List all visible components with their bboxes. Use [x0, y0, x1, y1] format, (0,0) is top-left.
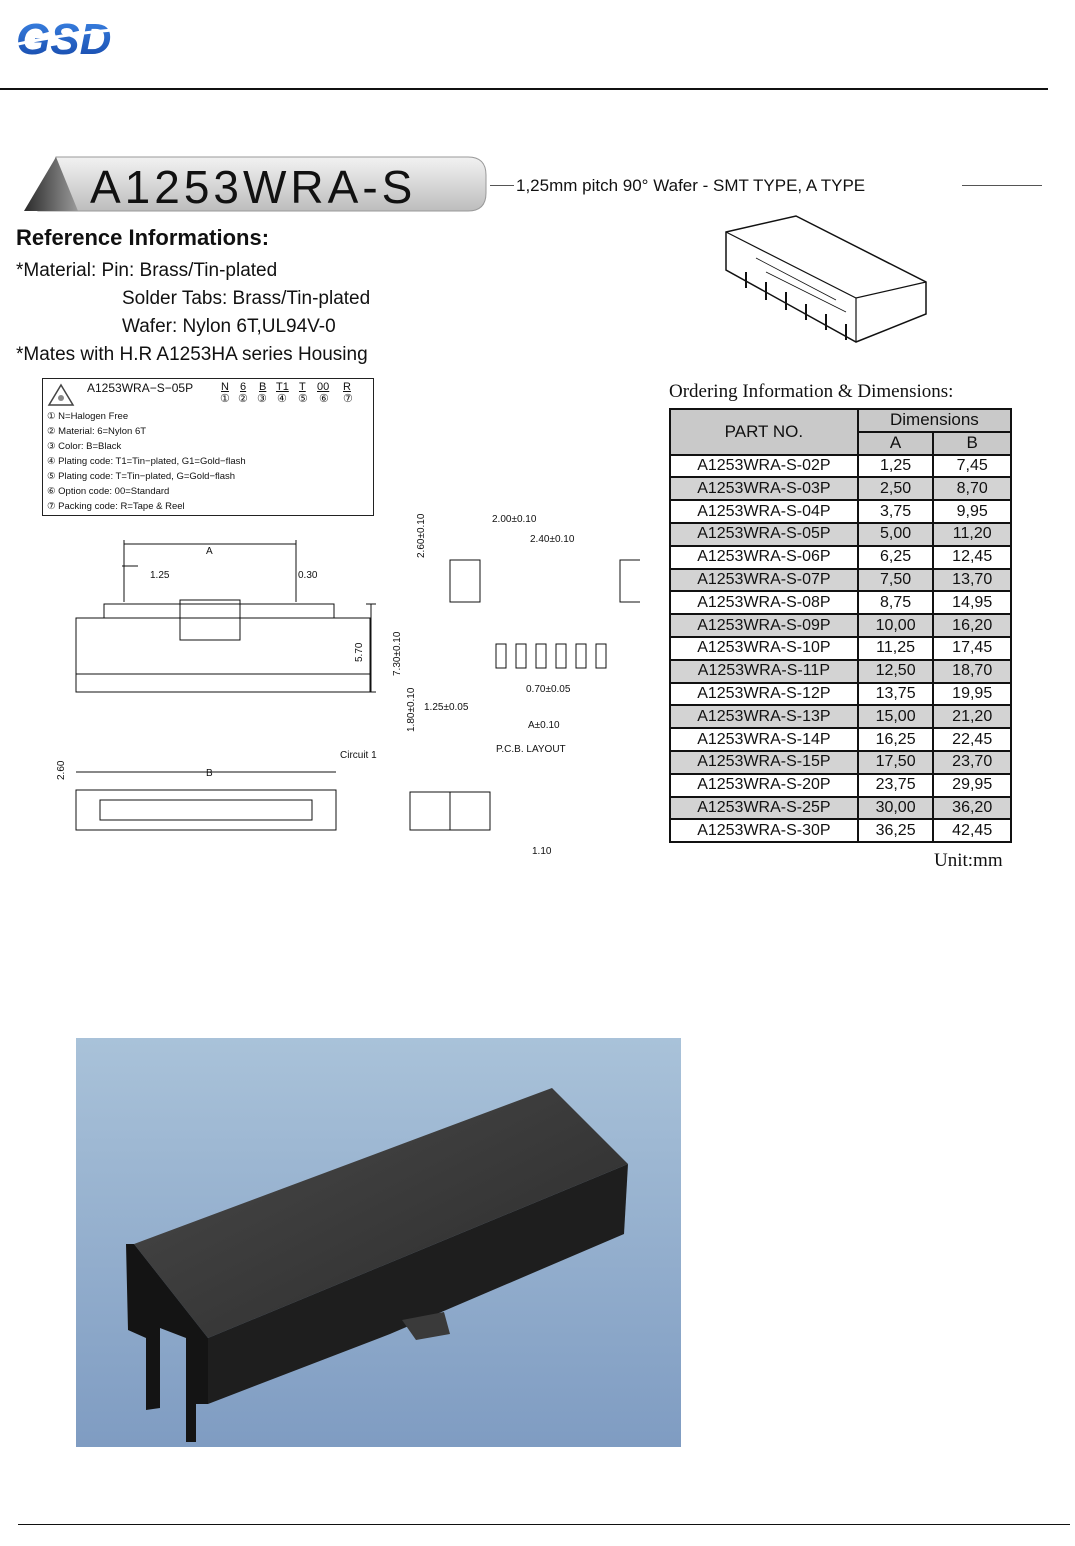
cell-a: 6,25: [858, 546, 934, 569]
code-position: 00: [317, 381, 330, 393]
table-row: [670, 705, 1011, 728]
unit-label: Unit:mm: [934, 850, 1003, 871]
cell-a: 36,25: [858, 819, 934, 842]
header-a: A: [858, 432, 934, 455]
dim-lead-pitch-label: 1.25±0.05: [424, 702, 469, 713]
table-row: [670, 591, 1011, 614]
cell-a: 2,50: [858, 477, 934, 500]
reference-line: Wafer: Nylon 6T,UL94V-0: [122, 316, 336, 337]
cell-part: A1253WRA-S-02P: [670, 455, 858, 478]
table-row: [670, 637, 1011, 660]
cell-b: 11,20: [933, 523, 1011, 546]
cell-b: 29,95: [933, 774, 1011, 797]
cell-part: A1253WRA-S-03P: [670, 477, 858, 500]
code-position: N: [221, 381, 229, 393]
dim-lead-width-label: 0.70±0.05: [526, 684, 571, 695]
code-item: ⑦ Packing code: R=Tape & Reel: [47, 501, 185, 512]
cell-b: 23,70: [933, 751, 1011, 774]
header-rule: [0, 88, 1048, 90]
cell-part: A1253WRA-S-11P: [670, 660, 858, 683]
cell-b: 22,45: [933, 728, 1011, 751]
dim-pad-width-label: 2.00±0.10: [492, 514, 537, 525]
reference-line: *Mates with H.R A1253HA series Housing: [16, 344, 368, 365]
code-position: R: [343, 381, 351, 393]
part-subtitle: 1,25mm pitch 90° Wafer - SMT TYPE, A TYPE: [516, 176, 866, 195]
code-position: 6: [240, 381, 247, 393]
cell-part: A1253WRA-S-25P: [670, 797, 858, 820]
technical-drawing: [40, 482, 640, 872]
dim-pad-gap-label: 2.40±0.10: [530, 534, 575, 545]
cell-b: 16,20: [933, 614, 1011, 637]
code-position-number: ⑦: [343, 393, 353, 405]
cell-b: 17,45: [933, 637, 1011, 660]
cell-b: 12,45: [933, 546, 1011, 569]
circuit-label: Circuit 1: [340, 750, 377, 761]
ordering-title: Ordering Information & Dimensions:: [669, 381, 954, 402]
table-row: [670, 546, 1011, 569]
cell-b: 19,95: [933, 683, 1011, 706]
dim-b-label: B: [206, 768, 213, 779]
cell-part: A1253WRA-S-10P: [670, 637, 858, 660]
table-row: [670, 500, 1011, 523]
reference-line: Solder Tabs: Brass/Tin-plated: [122, 288, 371, 309]
cell-part: A1253WRA-S-05P: [670, 523, 858, 546]
cell-b: 18,70: [933, 660, 1011, 683]
header-part-no: PART NO.: [670, 409, 858, 455]
cell-part: A1253WRA-S-13P: [670, 705, 858, 728]
gsd-logo: [14, 14, 144, 62]
table-row: [670, 683, 1011, 706]
cell-a: 8,75: [858, 591, 934, 614]
cell-a: 15,00: [858, 705, 934, 728]
table-row: [670, 751, 1011, 774]
table-row: [670, 797, 1011, 820]
cell-a: 12,50: [858, 660, 934, 683]
table-row: [670, 455, 1011, 478]
cell-part: A1253WRA-S-30P: [670, 819, 858, 842]
cell-a: 30,00: [858, 797, 934, 820]
dim-pitch-label: 1.25: [150, 570, 170, 581]
code-part-number: A1253WRA−S−05P: [87, 381, 194, 395]
cell-b: 14,95: [933, 591, 1011, 614]
dim-tab-label: 1.10: [532, 846, 552, 857]
table-row: [670, 523, 1011, 546]
title-line-left: [490, 185, 514, 186]
footer-rule: [18, 1524, 1070, 1525]
code-position-number: ④: [277, 393, 287, 405]
side-view: [410, 792, 552, 857]
table-row: [670, 728, 1011, 751]
table-row: [670, 569, 1011, 592]
cell-part: A1253WRA-S-04P: [670, 500, 858, 523]
cell-a: 1,25: [858, 455, 934, 478]
part-title: A1253WRA-S: [90, 161, 417, 213]
cell-a: 17,50: [858, 751, 934, 774]
cell-b: 42,45: [933, 819, 1011, 842]
cell-a: 23,75: [858, 774, 934, 797]
cell-b: 13,70: [933, 569, 1011, 592]
dim-lead-height-label: 1.80±0.10: [406, 687, 417, 732]
cell-part: A1253WRA-S-14P: [670, 728, 858, 751]
code-item: ④ Plating code: T1=Tin−plated, G1=Gold−flash: [47, 456, 246, 467]
pcb-layout: [392, 513, 640, 755]
code-item: ② Material: 6=Nylon 6T: [47, 426, 147, 437]
dim-span-label: 7.30±0.10: [392, 631, 403, 676]
code-position: T: [299, 381, 306, 393]
cell-b: 21,20: [933, 705, 1011, 728]
cell-part: A1253WRA-S-09P: [670, 614, 858, 637]
header-b: B: [933, 432, 1011, 455]
table-row: [670, 660, 1011, 683]
table-row: [670, 774, 1011, 797]
dim-height-label: 5.70: [354, 642, 365, 662]
code-position-number: ②: [238, 393, 248, 405]
cell-part: A1253WRA-S-20P: [670, 774, 858, 797]
cell-b: 7,45: [933, 455, 1011, 478]
product-3d-render: [76, 1038, 681, 1447]
code-item: ⑤ Plating code: T=Tin−plated, G=Gold−flash: [47, 471, 236, 482]
code-item: ⑥ Option code: 00=Standard: [47, 486, 170, 497]
cell-part: A1253WRA-S-06P: [670, 546, 858, 569]
cell-b: 8,70: [933, 477, 1011, 500]
halogen-free-icon: [47, 383, 75, 407]
dim-a-label: A: [206, 546, 213, 557]
code-item: ① N=Halogen Free: [47, 411, 129, 422]
cell-part: A1253WRA-S-08P: [670, 591, 858, 614]
cell-part: A1253WRA-S-12P: [670, 683, 858, 706]
cell-a: 10,00: [858, 614, 934, 637]
cell-b: 36,20: [933, 797, 1011, 820]
cell-a: 3,75: [858, 500, 934, 523]
title-line-right: [962, 185, 1042, 186]
code-item: ③ Color: B=Black: [47, 441, 122, 452]
header-dimensions: Dimensions: [858, 409, 1011, 432]
code-position: B: [259, 381, 267, 393]
cell-a: 7,50: [858, 569, 934, 592]
dimensions-table: [669, 408, 1012, 843]
cell-a: 13,75: [858, 683, 934, 706]
table-row: [670, 819, 1011, 842]
dim-pin-width-label: 0.30: [298, 570, 318, 581]
dim-a-tolerance-label: A±0.10: [528, 720, 560, 731]
table-row: [670, 477, 1011, 500]
pcb-layout-label: P.C.B. LAYOUT: [496, 744, 566, 755]
cell-a: 11,25: [858, 637, 934, 660]
front-view: [76, 540, 376, 692]
reference-heading: Reference Informations:: [16, 225, 270, 250]
dim-pad-height-label: 2.60±0.10: [416, 513, 427, 558]
cell-a: 5,00: [858, 523, 934, 546]
code-position-number: ⑤: [298, 393, 308, 405]
bottom-view: [56, 750, 377, 830]
code-position-number: ③: [257, 393, 267, 405]
code-position-number: ⑥: [319, 393, 329, 405]
cell-b: 9,95: [933, 500, 1011, 523]
reference-line: *Material: Pin: Brass/Tin-plated: [16, 260, 278, 281]
dim-side-height-label: 2.60: [56, 760, 67, 780]
cell-part: A1253WRA-S-07P: [670, 569, 858, 592]
code-position-number: ①: [220, 393, 230, 405]
cell-part: A1253WRA-S-15P: [670, 751, 858, 774]
code-position: T1: [276, 381, 289, 393]
cell-a: 16,25: [858, 728, 934, 751]
svg-text:GSD: GSD: [16, 15, 112, 62]
connector-iso-view: [716, 212, 936, 362]
table-row: [670, 614, 1011, 637]
